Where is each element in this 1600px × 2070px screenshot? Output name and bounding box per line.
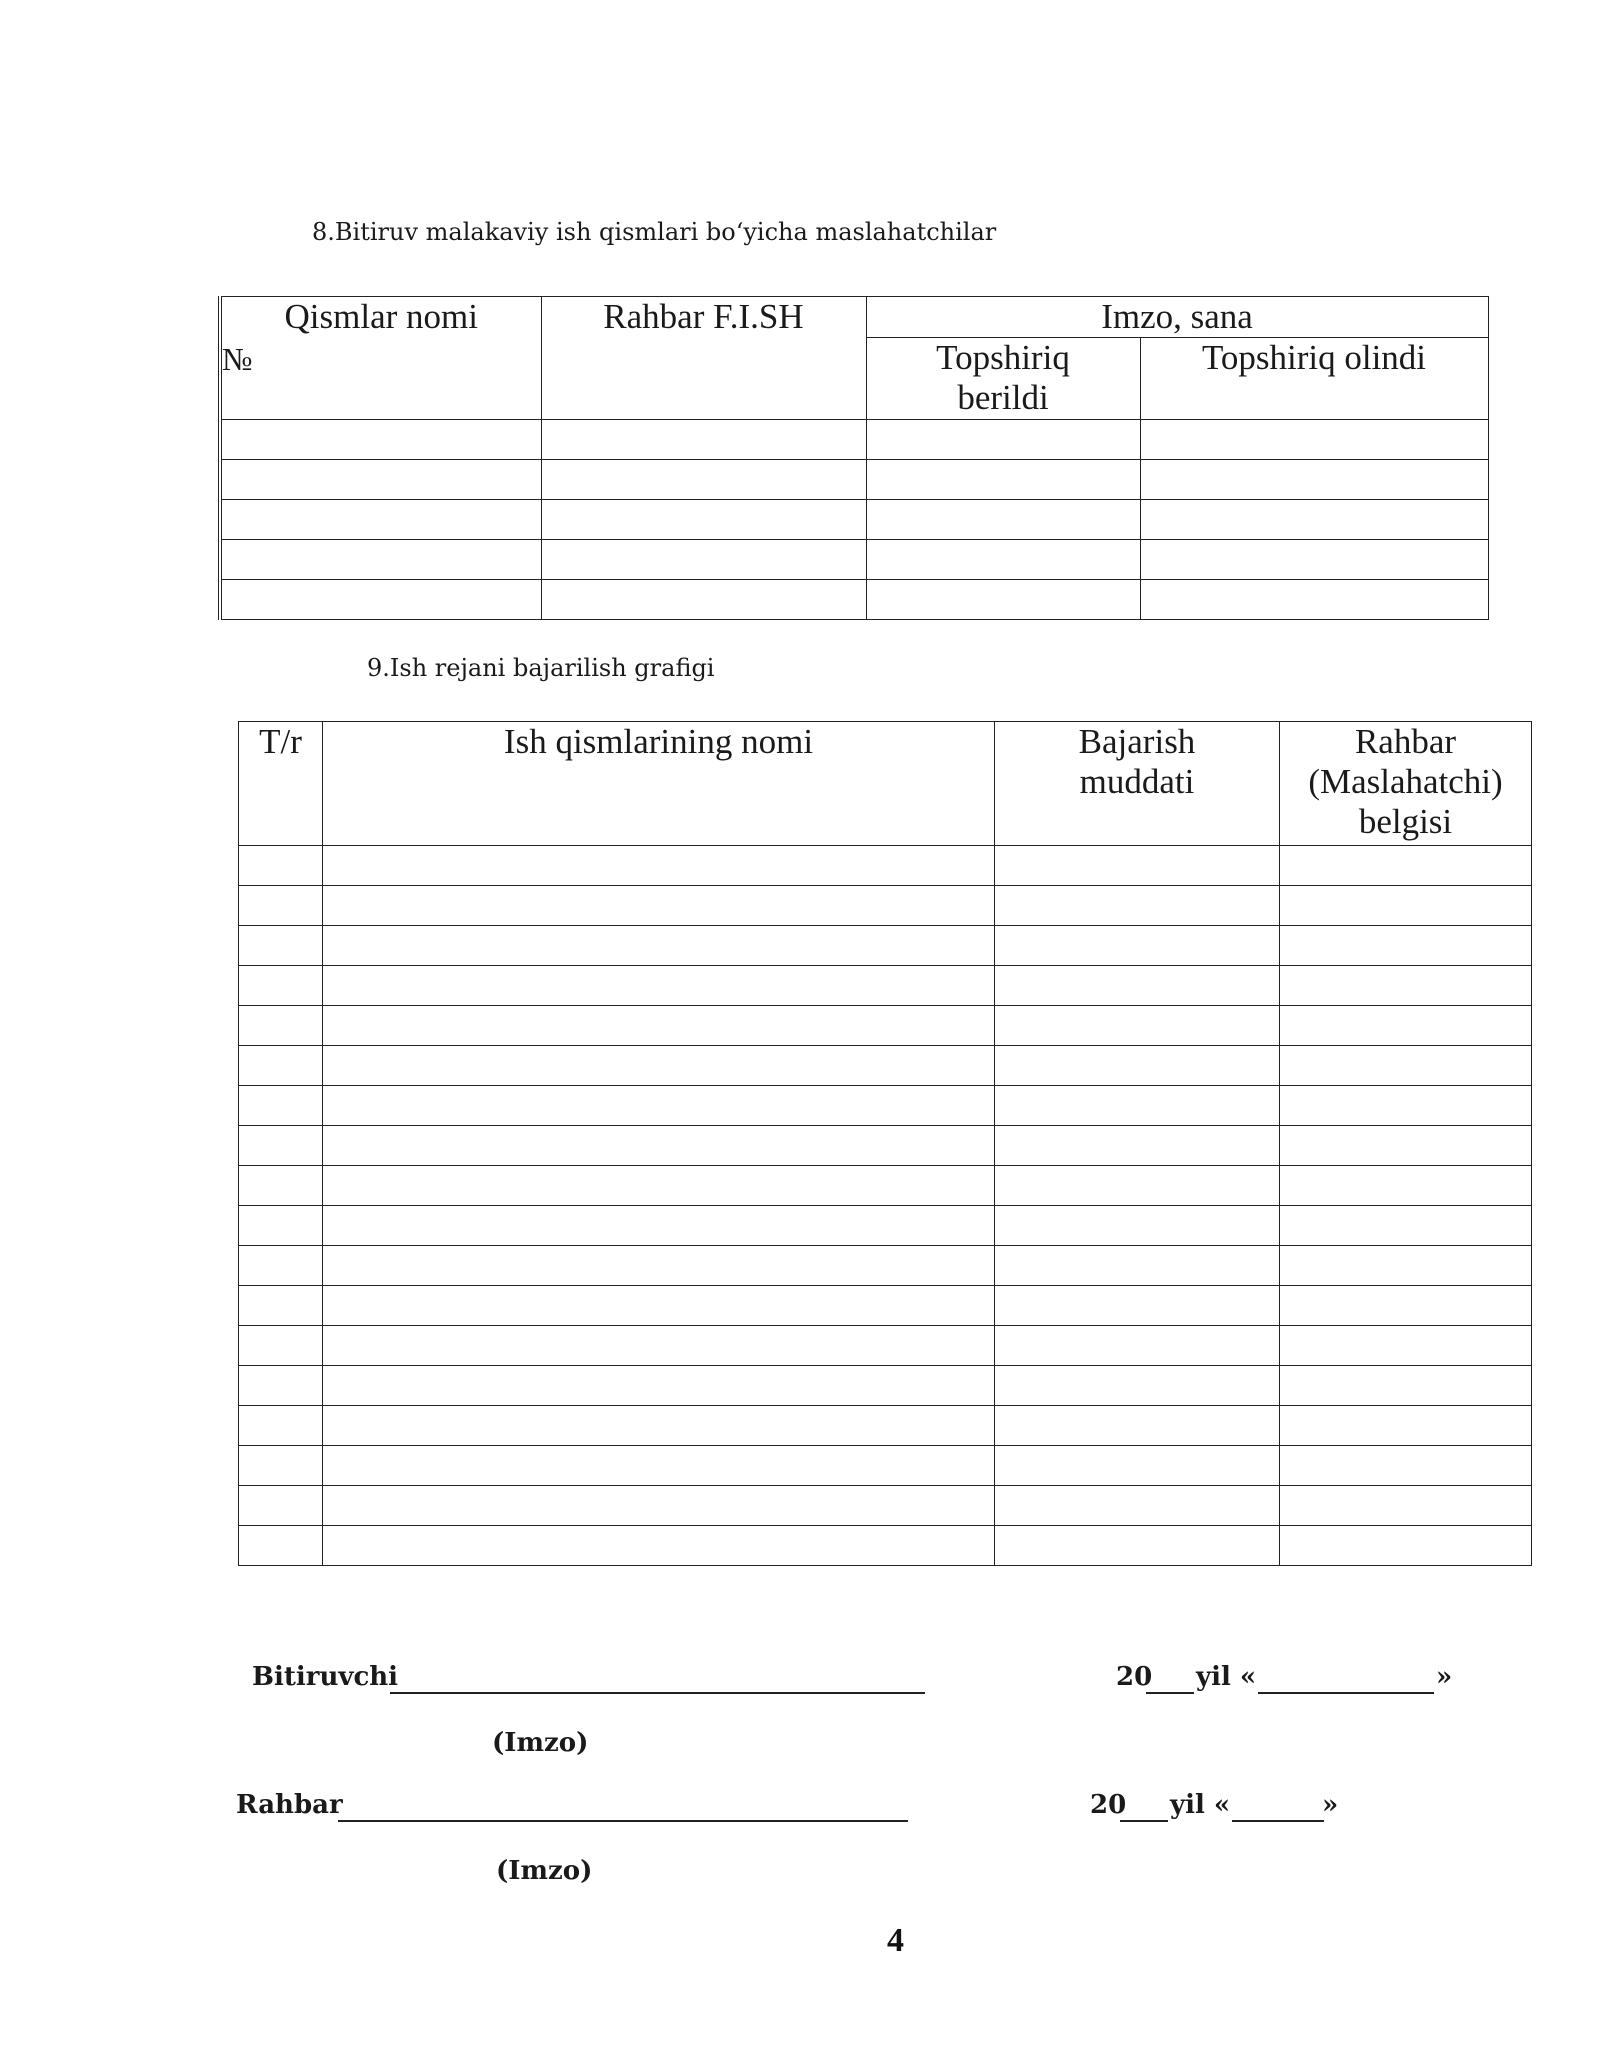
table-cell[interactable] xyxy=(1140,500,1488,540)
table-cell[interactable] xyxy=(323,1006,995,1046)
table-cell[interactable] xyxy=(1280,1006,1532,1046)
table-cell[interactable] xyxy=(1280,1046,1532,1086)
table-row xyxy=(239,1526,1532,1566)
table-cell[interactable] xyxy=(239,1406,323,1446)
table-cell[interactable] xyxy=(1140,460,1488,500)
table-cell[interactable] xyxy=(995,966,1280,1006)
table-cell[interactable] xyxy=(1140,540,1488,580)
table-cell[interactable] xyxy=(220,500,541,540)
table-cell[interactable] xyxy=(323,1406,995,1446)
header-number-sign: № xyxy=(222,341,253,377)
table-cell[interactable] xyxy=(995,846,1280,886)
table-cell[interactable] xyxy=(866,500,1140,540)
graduate-signature-caption: (Imzo) xyxy=(492,1728,589,1758)
table-row xyxy=(239,1486,1532,1526)
table-cell[interactable] xyxy=(323,1206,995,1246)
table-row xyxy=(220,460,1488,500)
table-cell[interactable] xyxy=(541,420,866,460)
table-row xyxy=(220,420,1488,460)
header-supervisor: Rahbar F.I.SH xyxy=(541,297,866,420)
table-cell[interactable] xyxy=(239,1046,323,1086)
table-cell[interactable] xyxy=(866,580,1140,620)
header-task-given-label: Topshiriq berildi xyxy=(936,338,1070,417)
header-mark xyxy=(1280,722,1532,846)
table-cell[interactable] xyxy=(1280,1206,1532,1246)
table-row xyxy=(220,540,1488,580)
graduate-label: Bitiruvchi xyxy=(252,1662,399,1692)
table-cell[interactable] xyxy=(541,540,866,580)
table-row xyxy=(239,846,1532,886)
supervisor-year-suffix: yil « xyxy=(1170,1790,1231,1820)
table-cell[interactable] xyxy=(866,540,1140,580)
graduate-year-line[interactable] xyxy=(1146,1692,1194,1694)
section8-heading: 8.Bitiruv malakaviy ish qismlari bo‘yicha maslahatchilar xyxy=(312,218,997,246)
table-cell[interactable] xyxy=(866,460,1140,500)
header-parts-name-label: Qismlar nomi xyxy=(284,297,478,336)
table-cell[interactable] xyxy=(220,580,541,620)
header-tr: T/r xyxy=(239,722,323,846)
supervisor-label: Rahbar xyxy=(236,1790,343,1820)
consultants-table xyxy=(218,296,1489,620)
supervisor-date-line[interactable] xyxy=(1232,1820,1324,1822)
table-cell[interactable] xyxy=(239,1206,323,1246)
table-cell[interactable] xyxy=(995,1166,1280,1206)
table-cell[interactable] xyxy=(239,1486,323,1526)
table-cell[interactable] xyxy=(995,1086,1280,1126)
header-signature-date: Imzo, sana xyxy=(866,297,1488,338)
table-row xyxy=(220,580,1488,620)
header-deadline xyxy=(995,722,1280,846)
table-cell[interactable] xyxy=(239,1366,323,1406)
table-cell[interactable] xyxy=(1280,1446,1532,1486)
table-cell[interactable] xyxy=(323,1286,995,1326)
table-cell[interactable] xyxy=(1280,1326,1532,1366)
table-cell[interactable] xyxy=(323,1326,995,1366)
table-cell[interactable] xyxy=(995,1366,1280,1406)
table-cell[interactable] xyxy=(220,460,541,500)
table-cell[interactable] xyxy=(323,926,995,966)
table-cell[interactable] xyxy=(1280,1366,1532,1406)
table-row xyxy=(239,1006,1532,1046)
table-cell[interactable] xyxy=(239,1526,323,1566)
table-row xyxy=(239,1246,1532,1286)
table-cell[interactable] xyxy=(1280,1126,1532,1166)
table-cell[interactable] xyxy=(239,1006,323,1046)
table-cell[interactable] xyxy=(239,1166,323,1206)
table-row xyxy=(239,1406,1532,1446)
table-cell[interactable] xyxy=(995,1326,1280,1366)
table-cell[interactable] xyxy=(323,846,995,886)
header-task-received: Topshiriq olindi xyxy=(1140,338,1488,420)
table-cell[interactable] xyxy=(541,580,866,620)
table-cell[interactable] xyxy=(995,1206,1280,1246)
table-cell[interactable] xyxy=(220,540,541,580)
table-cell[interactable] xyxy=(995,1046,1280,1086)
table-cell[interactable] xyxy=(323,1166,995,1206)
table-cell[interactable] xyxy=(323,1446,995,1486)
table-cell[interactable] xyxy=(1140,580,1488,620)
table-cell[interactable] xyxy=(1280,846,1532,886)
table-cell[interactable] xyxy=(323,1126,995,1166)
table-cell[interactable] xyxy=(1280,1406,1532,1446)
graduate-close-quote: » xyxy=(1436,1662,1453,1692)
section9-heading: 9.Ish rejani bajarilish grafigi xyxy=(367,654,715,682)
graduate-signature-line[interactable] xyxy=(390,1692,925,1694)
table-cell[interactable] xyxy=(1140,420,1488,460)
supervisor-year-line[interactable] xyxy=(1120,1820,1168,1822)
page-number: 4 xyxy=(887,1922,904,1959)
header-mark-label: Rahbar (Maslahatchi) belgisi xyxy=(1308,722,1503,841)
table-cell[interactable] xyxy=(1280,1526,1532,1566)
table-row xyxy=(239,1446,1532,1486)
table-cell[interactable] xyxy=(239,1126,323,1166)
table-cell[interactable] xyxy=(995,1246,1280,1286)
table-cell[interactable] xyxy=(323,1486,995,1526)
table-cell[interactable] xyxy=(239,1086,323,1126)
table-cell[interactable] xyxy=(541,460,866,500)
table-cell[interactable] xyxy=(323,1366,995,1406)
table-cell[interactable] xyxy=(995,1446,1280,1486)
table-cell[interactable] xyxy=(323,1246,995,1286)
table-row xyxy=(239,966,1532,1006)
table-row xyxy=(239,1046,1532,1086)
supervisor-close-quote: » xyxy=(1322,1790,1339,1820)
graduate-year-prefix: 20 xyxy=(1116,1662,1153,1692)
table-cell[interactable] xyxy=(220,420,541,460)
table-row xyxy=(239,1086,1532,1126)
table-cell[interactable] xyxy=(323,1526,995,1566)
table-cell[interactable] xyxy=(541,500,866,540)
table-cell[interactable] xyxy=(323,966,995,1006)
table-cell[interactable] xyxy=(323,886,995,926)
table-cell[interactable] xyxy=(1280,926,1532,966)
table-cell[interactable] xyxy=(866,420,1140,460)
table-cell[interactable] xyxy=(995,1406,1280,1446)
table-cell[interactable] xyxy=(995,1006,1280,1046)
table-cell[interactable] xyxy=(995,926,1280,966)
table-cell[interactable] xyxy=(1280,966,1532,1006)
supervisor-year-prefix: 20 xyxy=(1090,1790,1127,1820)
table-cell[interactable] xyxy=(323,1046,995,1086)
header-deadline-label: Bajarish muddati xyxy=(1078,722,1196,801)
table-cell[interactable] xyxy=(995,1526,1280,1566)
table-cell[interactable] xyxy=(1280,1286,1532,1326)
table-cell[interactable] xyxy=(323,1086,995,1126)
table-cell[interactable] xyxy=(239,926,323,966)
table-cell[interactable] xyxy=(995,1286,1280,1326)
table-cell[interactable] xyxy=(1280,1086,1532,1126)
table-row xyxy=(220,500,1488,540)
table-cell[interactable] xyxy=(239,1246,323,1286)
table-cell[interactable] xyxy=(1280,1166,1532,1206)
table-cell[interactable] xyxy=(1280,1246,1532,1286)
supervisor-signature-line[interactable] xyxy=(338,1820,908,1822)
header-task-given xyxy=(866,338,1140,420)
table-cell[interactable] xyxy=(239,846,323,886)
table-cell[interactable] xyxy=(1280,1486,1532,1526)
table-cell[interactable] xyxy=(239,1286,323,1326)
table-row xyxy=(239,1326,1532,1366)
table-cell[interactable] xyxy=(239,1446,323,1486)
supervisor-signature-caption: (Imzo) xyxy=(496,1856,593,1886)
table-row xyxy=(239,886,1532,926)
table-cell[interactable] xyxy=(239,966,323,1006)
work-schedule-table xyxy=(238,721,1532,1566)
header-parts-name xyxy=(220,297,541,420)
table-cell[interactable] xyxy=(239,1326,323,1366)
table-row xyxy=(239,1206,1532,1246)
graduate-year-suffix: yil « xyxy=(1196,1662,1257,1692)
table-row xyxy=(239,926,1532,966)
header-work-parts: Ish qismlarining nomi xyxy=(323,722,995,846)
table-row xyxy=(239,1126,1532,1166)
table-row xyxy=(239,1166,1532,1206)
table-row xyxy=(239,1286,1532,1326)
table-cell[interactable] xyxy=(1280,886,1532,926)
table-cell[interactable] xyxy=(995,1126,1280,1166)
table-cell[interactable] xyxy=(995,886,1280,926)
table-row xyxy=(239,1366,1532,1406)
graduate-date-line[interactable] xyxy=(1258,1692,1434,1694)
table-cell[interactable] xyxy=(239,886,323,926)
table-cell[interactable] xyxy=(995,1486,1280,1526)
